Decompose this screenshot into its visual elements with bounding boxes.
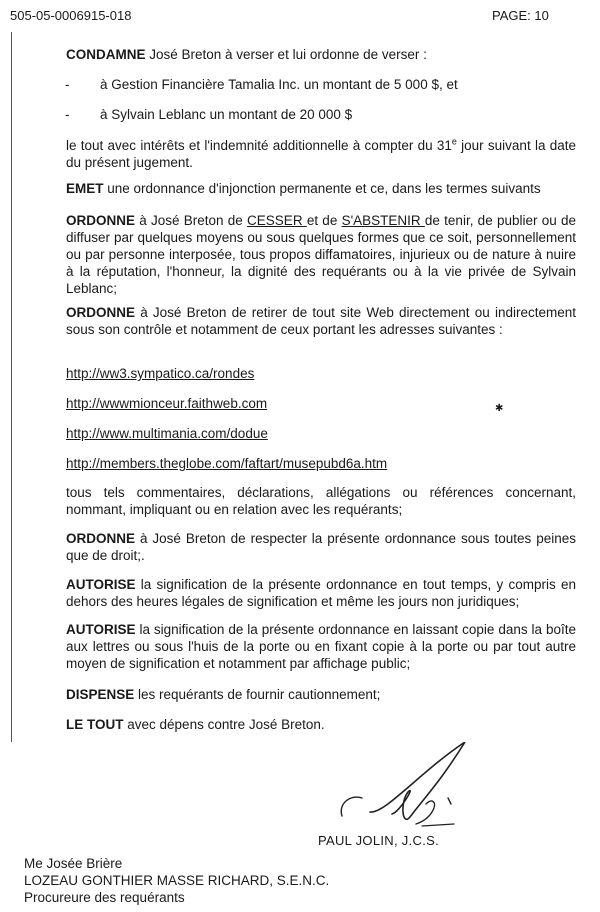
ordonne-keyword-2: ORDONNE	[66, 305, 136, 320]
law-firm-name: LOZEAU GONTHIER MASSE RICHARD, S.E.N.C.	[24, 873, 330, 888]
le-tout-paragraph	[66, 716, 576, 733]
condamne-keyword: CONDAMNE	[66, 47, 146, 62]
page-number: PAGE: 10	[492, 8, 549, 23]
ordonne-keyword-3: ORDONNE	[66, 531, 136, 546]
ordonne2-text: à José Breton de retirer de tout site Web directement ou indirectement sous son contrôle et notamment de ceux portant les adresses suivantes :	[66, 305, 576, 337]
autorise-temps-paragraph	[66, 576, 576, 610]
ordonne1-part1: à José Breton de	[135, 213, 248, 228]
autorise2-text: la signification de la présente ordonnance en laissant copie dans la boîte aux lettres ou sous l'huis de la porte ou en fixant copie à la porte ou par tout autre moyen de signification et notamment par affichage public;	[66, 622, 576, 671]
judge-name: PAUL JOLIN, J.C.S.	[318, 833, 439, 848]
interest-text-before: le tout avec intérêts et l'indemnité additionnelle à compter du 31	[66, 138, 452, 153]
url-link-3: http://www.multimania.com/dodue	[66, 426, 268, 441]
dispense-paragraph	[66, 686, 576, 703]
ordonne1-part2: et de	[306, 213, 342, 228]
autorise1-text: la signification de la présente ordonnance en tout temps, y compris en dehors des heures légales de signification et même les jours non juridiques;	[66, 577, 576, 609]
condamne-paragraph	[66, 46, 576, 63]
bullet-dash-2: -	[65, 107, 70, 122]
emet-keyword: EMET	[66, 181, 104, 196]
ordonne-retirer-paragraph	[66, 304, 576, 338]
url-link-4: http://members.theglobe.com/faftart/musepubd6a.htm	[66, 456, 388, 471]
le-tout-keyword: LE TOUT	[66, 717, 124, 732]
interest-paragraph	[66, 137, 576, 171]
ordonne-respecter-paragraph	[66, 530, 576, 564]
dispense-keyword: DISPENSE	[66, 687, 135, 702]
scan-speck: ✱	[495, 403, 504, 414]
bullet-item-2: à Sylvain Leblanc un montant de 20 000 $	[100, 107, 353, 122]
interest-superscript: e	[451, 136, 457, 147]
autorise-keyword-2: AUTORISE	[66, 622, 136, 637]
cesser-word: CESSER	[247, 213, 307, 228]
file-number: 505-05-0006915-018	[10, 8, 132, 23]
bullet-item-1: à Gestion Financière Tamalia Inc. un montant de 5 000 $, et	[100, 77, 458, 92]
condamne-text: José Breton à verser et lui ordonne de verser :	[145, 47, 427, 62]
url-link-2: http://wwwmionceur.faithweb.com	[66, 396, 268, 411]
ordonne3-text: à José Breton de respecter la présente ordonnance sous toutes peines que de droit;.	[66, 531, 576, 563]
le-tout-text: avec dépens contre José Breton.	[123, 717, 325, 732]
sabstenir-word: S'ABSTENIR	[341, 213, 425, 228]
autorise-copie-paragraph	[66, 621, 576, 672]
attorney-name: Me Josée Brière	[24, 856, 123, 871]
ordonne-keyword-1: ORDONNE	[66, 213, 136, 228]
autorise-keyword-1: AUTORISE	[66, 577, 136, 592]
emet-paragraph	[66, 180, 576, 197]
bullet-dash-1: -	[65, 77, 70, 92]
interest-text-after: jour suivant la date du présent jugement.	[66, 138, 576, 170]
judge-signature	[330, 742, 480, 834]
dispense-text: les requérants de fournir cautionnement;	[134, 687, 381, 702]
ordonne1-part3: de tenir, de publier ou de diffuser par quelques moyens ou sous quelques formes que ce soit, personnellement ou par personne interposée, tous propos diffamatoires, injurieux ou de nature à nuire à la réputation, l'honneur, la dignité des requérants ou à la vie privée de Sylvain Leblanc;	[66, 213, 576, 296]
left-margin-line	[11, 32, 12, 742]
ordonne-cesser-paragraph	[66, 212, 576, 297]
emet-text: une ordonnance d'injonction permanente et ce, dans les termes suivants	[103, 181, 541, 196]
url-link-1: http://ww3.sympatico.ca/rondes	[66, 366, 255, 381]
tous-tels-paragraph: tous tels commentaires, déclarations, allégations ou références concernant, nommant, impliquant ou en relation avec les requérants;	[66, 485, 576, 517]
attorney-role: Procureure des requérants	[24, 890, 185, 905]
